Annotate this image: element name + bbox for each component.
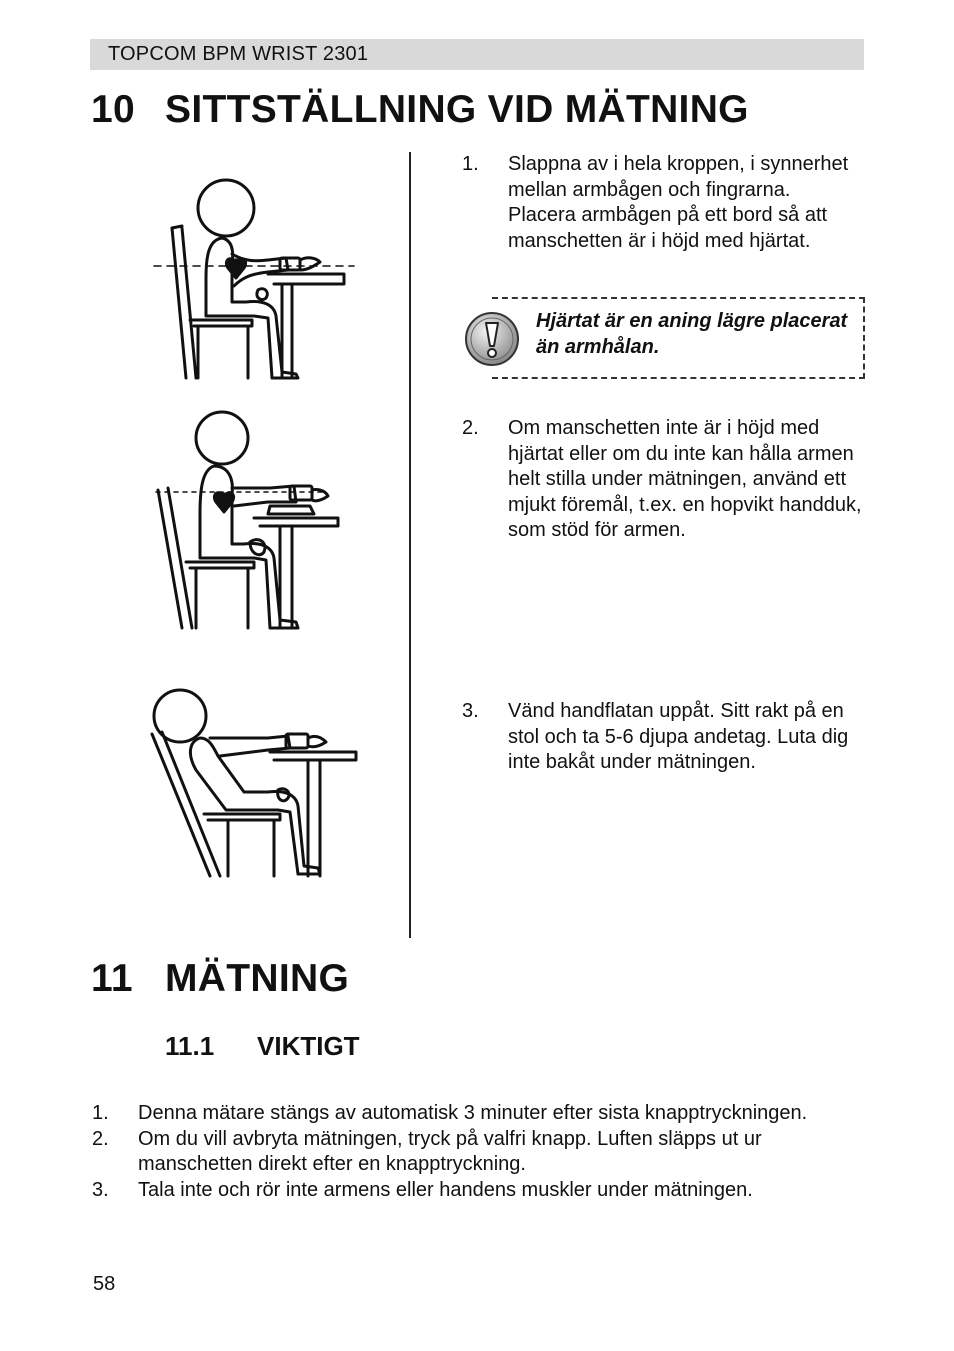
note-text: Hjärtat är en aning lägre placerat än armhålan. — [536, 310, 848, 358]
head-shape — [198, 180, 254, 236]
chair-legs — [198, 326, 248, 378]
section-11-heading — [91, 956, 349, 1002]
figure-sitting-leaning-back — [148, 686, 358, 881]
arm-figure — [232, 486, 296, 506]
important-list — [92, 1101, 862, 1203]
list-item — [92, 1127, 862, 1178]
section-11-number: 11 — [91, 957, 133, 1000]
heart-icon — [226, 259, 245, 278]
figure-sitting-upright — [150, 178, 360, 383]
step-1 — [462, 152, 862, 254]
chair-back — [172, 228, 196, 378]
header-title: TOPCOM BPM WRIST 2301 — [108, 43, 369, 65]
section-10-title: SITTSTÄLLNING VID MÄTNING — [165, 88, 749, 131]
table-leg — [280, 526, 292, 628]
list-item-number: 3. — [92, 1178, 109, 1201]
subsection-title: VIKTIGT — [257, 1031, 360, 1061]
towel-support — [268, 506, 314, 514]
chair-back — [158, 488, 192, 628]
list-item-number: 2. — [92, 1127, 109, 1150]
page-number: 58 — [93, 1273, 116, 1295]
table-top — [268, 274, 344, 284]
list-item-text: Om du vill avbryta mätningen, tryck på valfri knapp. Luften släpps ut ur manschetten direkt efter en knapptryckning. — [138, 1127, 762, 1176]
section-11-title: MÄTNING — [165, 957, 350, 1000]
step-3 — [462, 699, 862, 776]
step-text: Slappna av i hela kroppen, i synnerhet mellan armbågen och fingrarna. Placera armbågen på ett bord så att manschetten är i höjd med hjärtat. — [508, 153, 849, 252]
list-item — [92, 1101, 862, 1127]
step-text: Vänd handflatan uppåt. Sitt rakt på en stol och ta 5-6 djupa andetag. Luta dig inte bakåt under mätningen. — [508, 700, 849, 774]
running-header — [90, 39, 864, 70]
chair-back — [152, 732, 220, 876]
step-text: Om manschetten inte är i höjd med hjärtat eller om du inte kan hålla armen helt stilla under mätningen, använd ett mjukt föremål, t.ex. en hopvikt handduk, som stöd för armen. — [508, 417, 862, 542]
step-number: 3. — [462, 700, 479, 722]
table-top — [254, 518, 338, 526]
subsection-number: 11.1 — [165, 1031, 215, 1061]
section-10-heading — [91, 87, 749, 133]
section-10-number: 10 — [91, 88, 135, 131]
table-top — [270, 752, 356, 760]
list-item-text: Denna mätare stängs av automatisk 3 minuter efter sista knapptryckningen. — [138, 1102, 808, 1124]
table-leg — [282, 284, 292, 378]
table-leg — [308, 760, 320, 876]
step-2 — [462, 416, 862, 544]
head-shape — [196, 412, 248, 464]
step-number: 1. — [462, 153, 479, 175]
list-item-text: Tala inte och rör inte armens eller handens muskler under mätningen. — [138, 1178, 753, 1201]
chair-legs — [196, 568, 248, 628]
figure-sitting-with-support — [150, 410, 350, 635]
chair-legs — [228, 820, 274, 876]
column-divider — [409, 152, 411, 938]
list-item-number: 1. — [92, 1102, 109, 1124]
subsection-11-1-heading — [165, 1029, 360, 1063]
chair-seat — [190, 320, 252, 326]
list-item — [92, 1178, 862, 1204]
chair-seat — [204, 814, 280, 820]
step-number: 2. — [462, 417, 479, 439]
